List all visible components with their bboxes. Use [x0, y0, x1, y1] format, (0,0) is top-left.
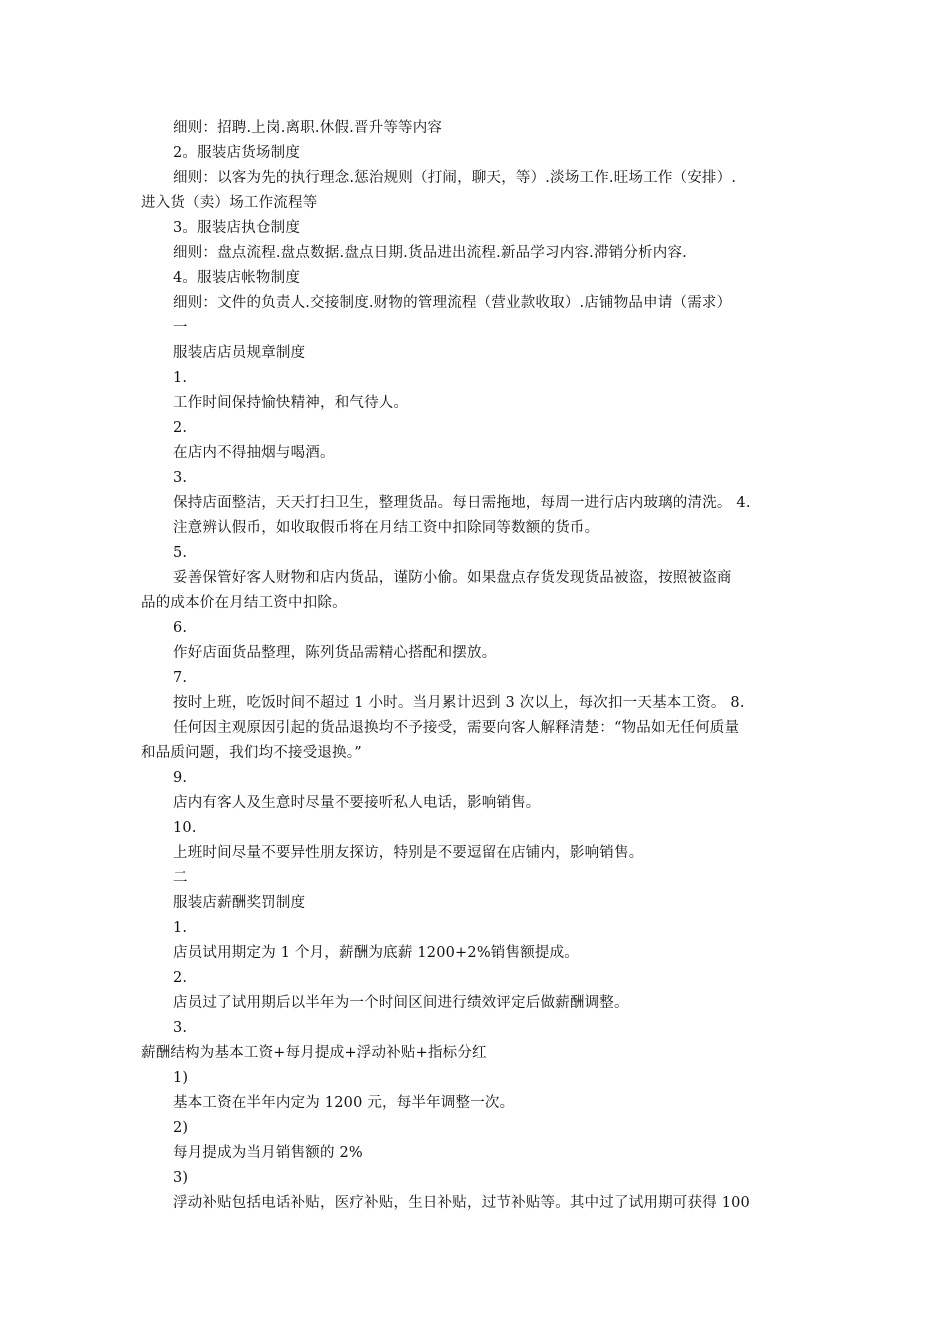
text-line: 店员试用期定为 1 个月，薪酬为底薪 1200+2%销售额提成。: [173, 945, 580, 961]
item-number: 7.: [173, 670, 188, 686]
text-line: 店员过了试用期后以半年为一个时间区间进行绩效评定后做薪酬调整。: [173, 995, 629, 1011]
item-number: 6.: [173, 620, 188, 636]
text-line: 上班时间尽量不要异性朋友探访，特别是不要逗留在店铺内，影响销售。: [173, 845, 644, 861]
text-line: 妥善保管好客人财物和店内货品，谨防小偷。如果盘点存货发现货品被盗，按照被盗商: [173, 570, 732, 586]
text-line: 按时上班，吃饭时间不超过 1 小时。当月累计迟到 3 次以上，每次扣一天基本工资。 8.: [173, 695, 745, 711]
section-number: 一: [173, 320, 188, 336]
text-line: 细则：以客为先的执行理念.惩治规则（打闹，聊天，等）.淡场工作.旺场工作（安排）.: [173, 170, 737, 186]
text-line: 品的成本价在月结工资中扣除。: [141, 595, 347, 611]
text-line: 注意辨认假币，如收取假币将在月结工资中扣除同等数额的货币。: [173, 520, 600, 536]
item-number: 10.: [173, 820, 197, 836]
section-heading: 3。服装店执仓制度: [173, 220, 301, 236]
section-heading: 服装店薪酬奖罚制度: [173, 895, 306, 911]
text-line: 工作时间保持愉快精神，和气待人。: [173, 395, 409, 411]
item-number: 2.: [173, 420, 188, 436]
section-heading: 服装店店员规章制度: [173, 345, 306, 361]
sub-item-number: 1): [173, 1070, 189, 1086]
text-line: 和品质问题，我们均不接受退换。”: [141, 745, 362, 761]
text-line: 每月提成为当月销售额的 2%: [173, 1145, 363, 1161]
text-line: 保持店面整洁，天天打扫卫生，整理货品。每日需拖地，每周一进行店内玻璃的清洗。 4.: [173, 495, 751, 511]
text-line: 浮动补贴包括电话补贴，医疗补贴，生日补贴，过节补贴等。其中过了试用期可获得 100: [173, 1195, 750, 1211]
item-number: 3.: [173, 470, 188, 486]
item-number: 9.: [173, 770, 188, 786]
item-number: 3.: [173, 1020, 188, 1036]
item-number: 5.: [173, 545, 188, 561]
sub-item-number: 3): [173, 1170, 189, 1186]
section-heading: 2。服装店货场制度: [173, 145, 301, 161]
text-line: 进入货（卖）场工作流程等: [141, 195, 318, 211]
text-line: 细则：招聘.上岗.离职.休假.晋升等等内容: [173, 120, 443, 136]
section-heading: 4。服装店帐物制度: [173, 270, 301, 286]
text-line: 在店内不得抽烟与喝酒。: [173, 445, 335, 461]
sub-item-number: 2): [173, 1120, 189, 1136]
text-line: 薪酬结构为基本工资+每月提成+浮动补贴+指标分红: [141, 1045, 487, 1061]
item-number: 2.: [173, 970, 188, 986]
item-number: 1.: [173, 920, 188, 936]
text-line: 店内有客人及生意时尽量不要接听私人电话，影响销售。: [173, 795, 541, 811]
text-line: 基本工资在半年内定为 1200 元，每半年调整一次。: [173, 1095, 515, 1111]
section-number: 二: [173, 870, 188, 886]
text-line: 任何因主观原因引起的货品退换均不予接受，需要向客人解释清楚：“物品如无任何质量: [173, 720, 740, 736]
text-line: 作好店面货品整理，陈列货品需精心搭配和摆放。: [173, 645, 497, 661]
text-line: 细则：文件的负责人.交接制度.财物的管理流程（营业款收取）.店铺物品申请（需求）: [173, 295, 732, 311]
text-line: 细则：盘点流程.盘点数据.盘点日期.货品进出流程.新品学习内容.滞销分析内容.: [173, 245, 687, 261]
item-number: 1.: [173, 370, 188, 386]
